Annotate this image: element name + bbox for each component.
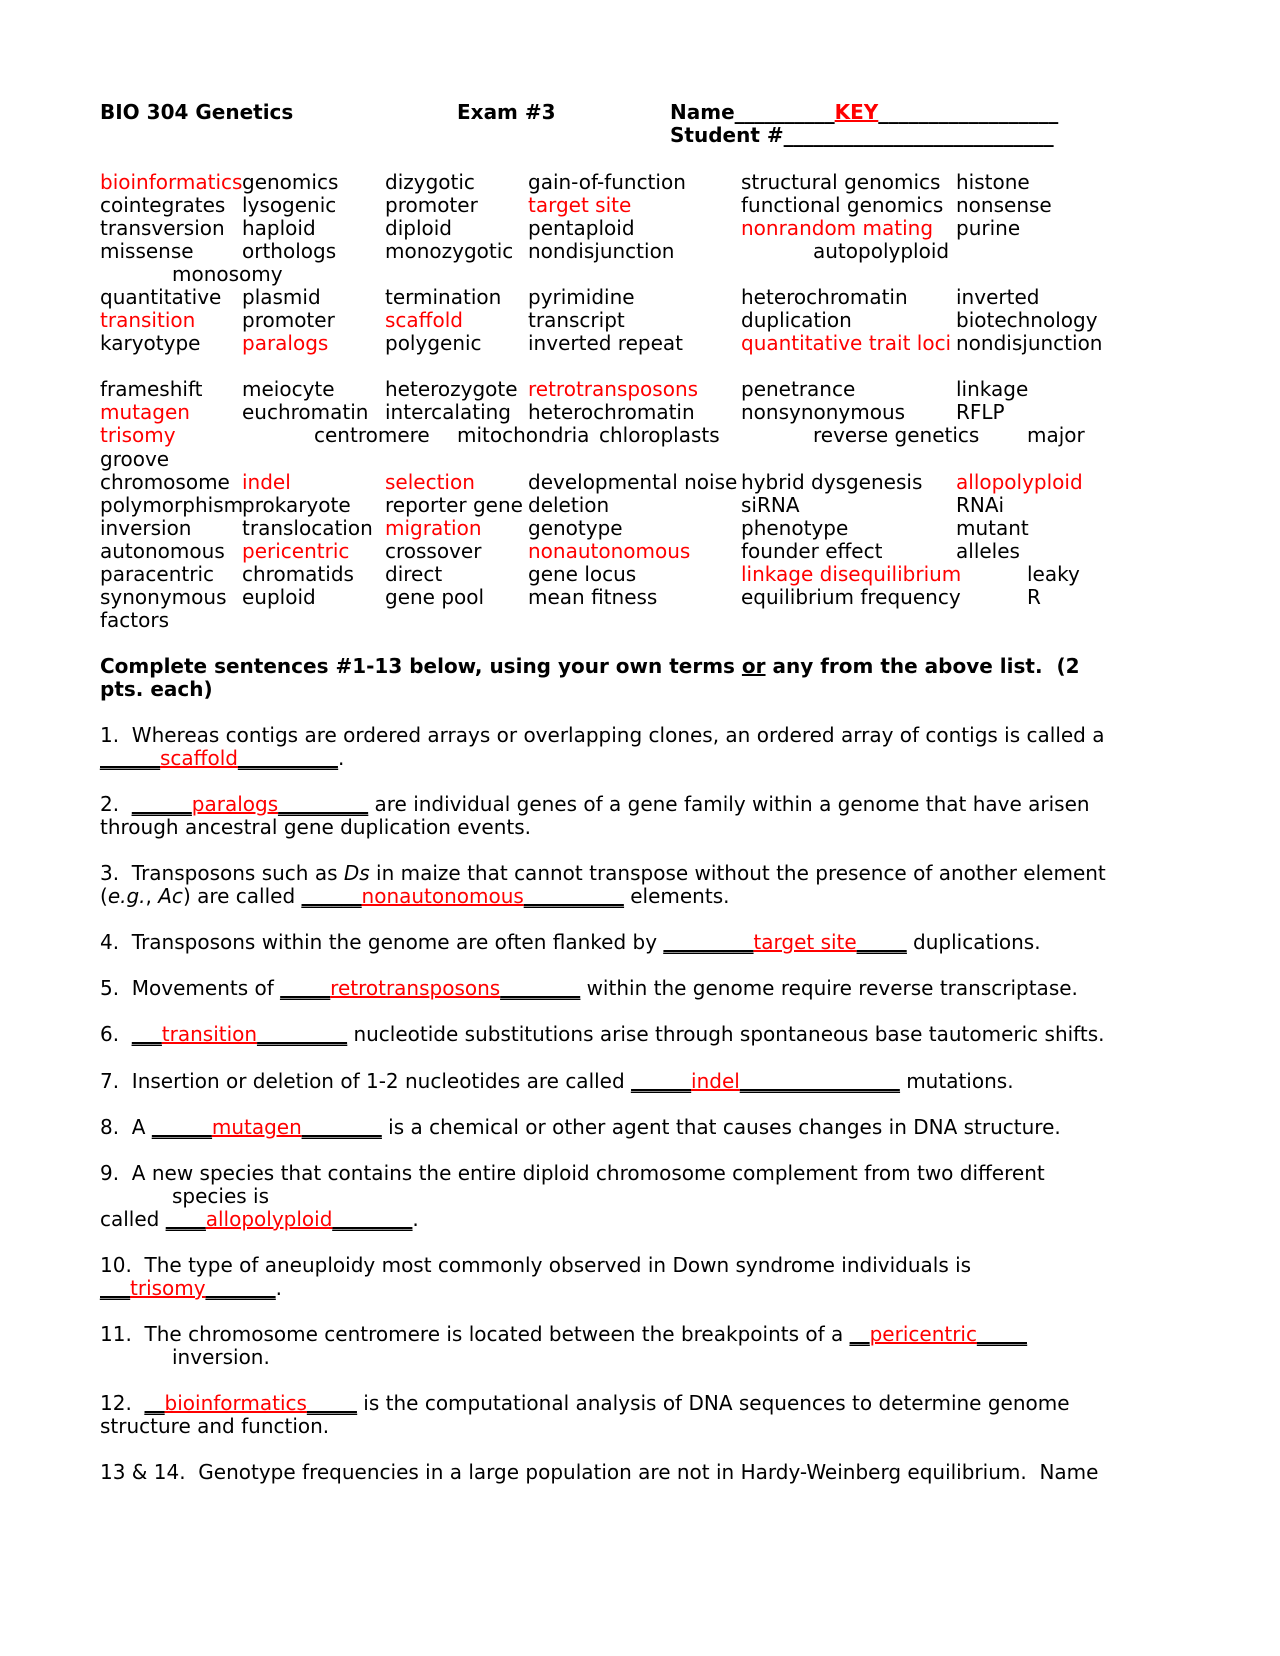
word-bank-term: equilibrium frequency [741,585,961,609]
word-bank-term: polymorphism [100,493,244,517]
word-bank-term: hybrid dysgenesis [741,470,923,494]
question-2-answer: paralogs [191,792,279,816]
question-2-text-2: through ancestral gene duplication events. [100,815,532,839]
question-10-answer-line [100,1276,282,1300]
word-bank-term: centromere [314,423,430,447]
student-blank: ___________________________ [783,123,1054,147]
word-bank-term: plasmid [242,285,321,309]
question-9-text-2: species is [172,1184,270,1208]
word-bank-term: autopolyploid [813,239,950,263]
word-bank-term: chromatids [242,562,354,586]
question-9-called: called [100,1207,166,1231]
question-4-end: duplications. [906,930,1041,954]
word-bank-term: diploid [385,216,452,240]
question-3-italic: Ds [343,861,370,885]
question-12 [100,1391,1070,1415]
word-bank-term: indel [242,470,291,494]
word-bank-term: siRNA [741,493,800,517]
word-bank-term: heterozygote [385,377,518,401]
word-bank-term: duplication [741,308,852,332]
word-bank-term: R [1027,585,1041,609]
word-bank-term: synonymous [100,585,227,609]
question-3-line-2 [100,884,729,908]
answer-blank: _________ [278,792,369,816]
word-bank-term: major [1027,423,1085,447]
instructions-or: or [741,654,766,678]
exam-title: Exam #3 [457,100,556,124]
word-bank-term: alleles [956,539,1020,563]
answer-blank: ______ [131,792,192,816]
word-bank-term: translocation [242,516,373,540]
question-3-eg: e.g. [107,884,146,908]
instructions-text: Complete sentences #1-13 below, using your own terms [100,654,742,678]
word-bank-term: chloroplasts [599,423,720,447]
word-bank-term: termination [385,285,502,309]
word-bank-term: orthologs [242,239,337,263]
word-bank-term: transversion [100,216,225,240]
question-2-text: are individual genes of a gene family within a genome that have arisen [368,792,1090,816]
word-bank-term: penetrance [741,377,856,401]
answer-blank: ______ [100,746,160,770]
answer-blank: _____ [976,1322,1027,1346]
question-7-answer: indel [691,1069,740,1093]
instructions-text-end: any from the above list. (2 [765,654,1080,678]
word-bank-term: pyrimidine [528,285,635,309]
question-4-answer: target site [753,930,857,954]
word-bank-term: nonsynonymous [741,400,906,424]
question-5-answer: retrotransposons [330,976,501,1000]
question-5-text: 5. Movements of [100,976,281,1000]
word-bank-term: selection [385,470,475,494]
question-6-end: nucleotide substitutions arise through spontaneous base tautomeric shifts. [347,1022,1105,1046]
question-12-text: is the computational analysis of DNA sequences to determine genome [356,1391,1070,1415]
question-5-end: within the genome require reverse transcriptase. [580,976,1078,1000]
word-bank-term: missense [100,239,194,263]
word-bank-term: gain-of-function [528,170,686,194]
word-bank-term: founder effect [741,539,883,563]
word-bank-term: RNAi [956,493,1005,517]
word-bank-term: genotype [528,516,623,540]
question-10-text: 10. The type of aneuploidy most commonly observed in Down syndrome individuals is [100,1253,972,1277]
instructions [100,654,1080,678]
question-5 [100,976,1078,1000]
word-bank-term: RFLP [956,400,1005,424]
answer-blank: ________ [301,1115,382,1139]
answer-blank: _____ [856,930,907,954]
question-3-answer: nonautonomous [361,884,524,908]
course-title: BIO 304 Genetics [100,100,294,124]
question-9-answer: allopolyploid [205,1207,333,1231]
word-bank-term: lysogenic [242,193,337,217]
word-bank-term: transcript [528,308,625,332]
instructions-line-2: pts. each) [100,677,213,701]
word-bank-term: inverted repeat [528,331,683,355]
question-3-paren: ( [100,884,108,908]
word-bank-term: functional genomics [741,193,944,217]
word-bank-term: euploid [242,585,316,609]
question-3 [100,861,1106,885]
word-bank-term: nonsense [956,193,1052,217]
word-bank-term: linkage [956,377,1029,401]
word-bank-term: leaky [1027,562,1080,586]
question-6-answer: transition [161,1022,258,1046]
question-2 [100,792,1090,816]
word-bank-term: reporter gene [385,493,523,517]
question-2-number: 2. [100,792,132,816]
name-value: KEY [834,100,879,124]
answer-blank: _____ [280,976,331,1000]
question-6 [100,1022,1105,1046]
word-bank-term: deletion [528,493,610,517]
word-bank-term: retrotransposons [528,377,699,401]
word-bank-term: developmental noise [528,470,738,494]
word-bank-term: crossover [385,539,482,563]
answer-blank: ___ [131,1022,162,1046]
word-bank-term: promoter [385,193,478,217]
word-bank-term: linkage disequilibrium [741,562,962,586]
word-bank-term: monozygotic [385,239,514,263]
question-1-text: 1. Whereas contigs are ordered arrays or overlapping clones, an ordered array of contigs is called a [100,723,1105,747]
word-bank-term: biotechnology [956,308,1098,332]
question-10-end: . [275,1276,282,1300]
word-bank-term: polygenic [385,331,482,355]
word-bank-term: paracentric [100,562,215,586]
answer-blank: _________ [257,1022,348,1046]
word-bank-term: reverse genetics [813,423,980,447]
question-3-text: 3. Transposons such as [100,861,344,885]
name-blank-after: __________________ [878,100,1059,124]
question-9-end: . [412,1207,419,1231]
question-11-answer: pericentric [869,1322,977,1346]
word-bank-term: transition [100,308,196,332]
word-bank-term: nonrandom mating [741,216,934,240]
question-7 [100,1069,1014,1093]
word-bank-term: trisomy [100,423,176,447]
word-bank-term: allopolyploid [956,470,1083,494]
question-8-text: 8. A [100,1115,152,1139]
word-bank-term: karyotype [100,331,201,355]
word-bank-term: inverted [956,285,1040,309]
question-11 [100,1322,1027,1346]
question-12-answer: bioinformatics [164,1391,307,1415]
word-bank-term: groove [100,447,170,471]
answer-blank: _____ [306,1391,357,1415]
question-1-end: . [337,746,345,770]
question-8 [100,1115,1061,1139]
name-blank: __________ [734,100,835,124]
question-12-number: 12. [100,1391,145,1415]
word-bank-term: quantitative [100,285,222,309]
question-6-text: 6. [100,1022,132,1046]
word-bank-term: target site [528,193,632,217]
answer-blank: ___ [100,1276,130,1300]
answer-blank: ______ [631,1069,692,1093]
word-bank-term: mutant [956,516,1029,540]
word-bank-term: quantitative trait loci [741,331,952,355]
word-bank-term: scaffold [385,308,463,332]
question-9-answer-line [100,1207,419,1231]
word-bank-term: heterochromatin [528,400,695,424]
answer-blank: ________ [332,1207,413,1231]
word-bank-term: euchromatin [242,400,369,424]
word-bank-term: heterochromatin [741,285,908,309]
word-bank-term: mutagen [100,400,190,424]
answer-blank: __________ [237,746,338,770]
question-4-text: 4. Transposons within the genome are often flanked by [100,930,664,954]
word-bank-term: gene locus [528,562,637,586]
word-bank-term: purine [956,216,1021,240]
word-bank-term: mean fitness [528,585,658,609]
question-1-answer-line [100,746,344,770]
word-bank-term: factors [100,608,170,632]
question-8-answer: mutagen [211,1115,302,1139]
question-12-text-2: structure and function. [100,1414,330,1438]
answer-blank: ______ [301,884,362,908]
word-bank-term: gene pool [385,585,485,609]
word-bank-term: bioinformatics [100,170,243,194]
question-10-answer: trisomy [130,1276,206,1300]
word-bank-term: cointegrates [100,193,226,217]
word-bank-term: paralogs [242,331,329,355]
word-bank-term: pentaploid [528,216,635,240]
word-bank-term: haploid [242,216,316,240]
word-bank-term: meiocyte [242,377,335,401]
answer-blank: __ [144,1391,165,1415]
question-3-text-b: in maize that cannot transpose without the presence of another element [369,861,1106,885]
question-4 [100,930,1041,954]
word-bank-term: genomics [242,170,339,194]
word-bank-term: structural genomics [741,170,941,194]
question-3-ac: Ac [158,884,183,908]
answer-blank: _________ [663,930,754,954]
word-bank-term: nonautonomous [528,539,691,563]
answer-blank: ________ [500,976,581,1000]
question-7-text: 7. Insertion or deletion of 1-2 nucleotides are called [100,1069,632,1093]
question-11-text-2: inversion. [172,1345,270,1369]
question-3-end: elements. [623,884,730,908]
word-bank-term: inversion [100,516,192,540]
name-field [670,100,1058,124]
name-label: Name [670,100,735,124]
word-bank-term: nondisjunction [956,331,1103,355]
answer-blank: ____ [165,1207,206,1231]
word-bank-term: promoter [242,308,335,332]
word-bank-term: prokaryote [242,493,351,517]
answer-blank: ______ [151,1115,212,1139]
question-3-called: ) are called [182,884,302,908]
word-bank-term: chromosome [100,470,230,494]
answer-blank: __________ [523,884,624,908]
question-11-text: 11. The chromosome centromere is located between the breakpoints of a [100,1322,850,1346]
word-bank-term: intercalating [385,400,511,424]
question-3-comma: , [145,884,159,908]
question-13-text: 13 & 14. Genotype frequencies in a large population are not in Hardy-Weinberg equilibrium. Name [100,1460,1099,1484]
word-bank-term: mitochondria [457,423,590,447]
word-bank-term: direct [385,562,443,586]
word-bank-term: autonomous [100,539,225,563]
student-label: Student # [670,123,784,147]
word-bank-term: nondisjunction [528,239,675,263]
question-7-end: mutations. [899,1069,1014,1093]
word-bank-term: histone [956,170,1030,194]
answer-blank: ________________ [739,1069,900,1093]
word-bank-term: frameshift [100,377,203,401]
answer-blank: _______ [205,1276,276,1300]
word-bank-term: pericentric [242,539,350,563]
question-8-end: is a chemical or other agent that causes changes in DNA structure. [381,1115,1061,1139]
word-bank-term: monosomy [172,262,283,286]
student-number-field [670,123,1054,147]
word-bank-term: migration [385,516,482,540]
answer-blank: __ [849,1322,870,1346]
word-bank-term: dizygotic [385,170,475,194]
question-1-answer: scaffold [160,746,238,770]
question-9-text: 9. A new species that contains the entire diploid chromosome complement from two different [100,1161,1045,1185]
word-bank-term: phenotype [741,516,849,540]
